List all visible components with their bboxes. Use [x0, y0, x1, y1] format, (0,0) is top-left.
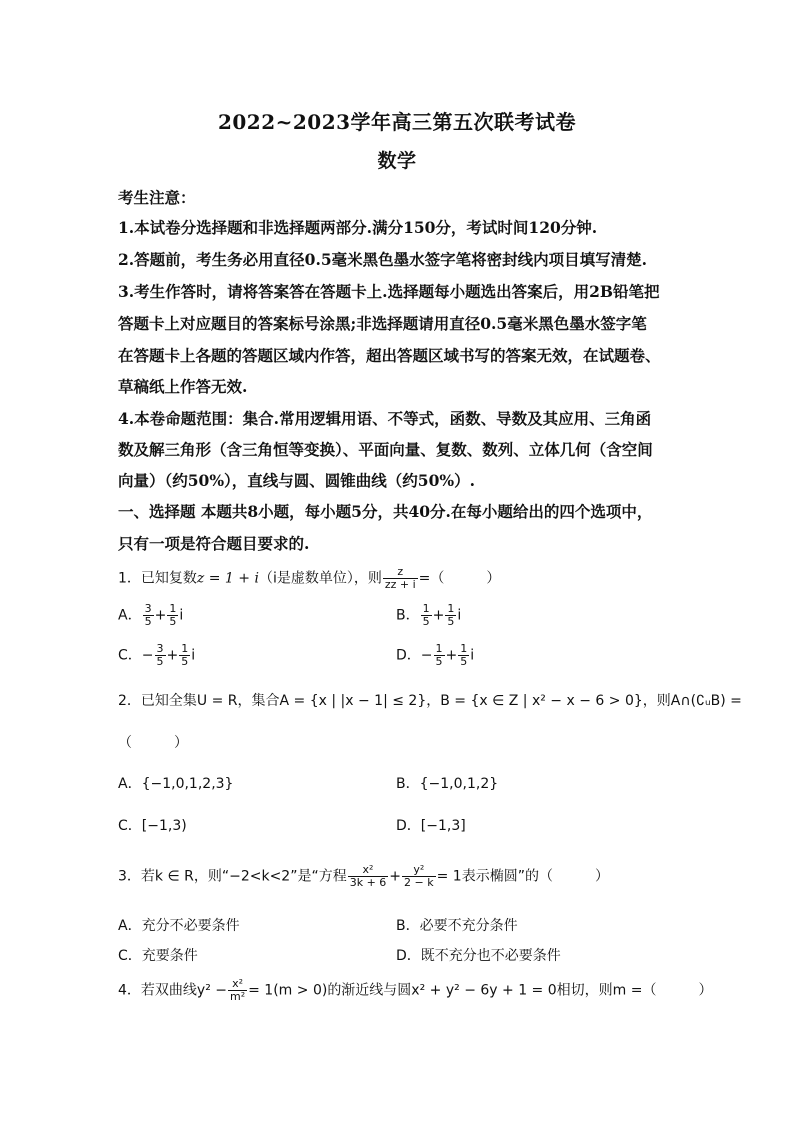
- option-fraction: [434, 643, 445, 668]
- fraction-denominator: 5: [435, 655, 443, 668]
- question-2: 2．已知全集U = R，集合A = {x | |x − 1| ≤ 2}，B = {x ∈ Z | x² − x − 6 > 0}，则A∩(∁ᵤB) =: [118, 693, 742, 709]
- option-label: B．: [396, 918, 420, 934]
- option-unit: i: [191, 647, 196, 664]
- fraction-numerator: z: [383, 566, 418, 579]
- q3-fraction: [402, 864, 436, 889]
- option-operator: +: [432, 607, 445, 624]
- option-fraction: [421, 603, 432, 628]
- option-label: A．: [118, 607, 142, 624]
- notice-line: 在答题卡上各题的答题区域内作答，超出答题区域书写的答案无效，在试题卷、: [118, 346, 661, 365]
- option-label: A．: [118, 918, 142, 934]
- q1-expr: z = 1 + i: [196, 570, 259, 587]
- fraction-numerator: 3: [156, 642, 164, 655]
- notice-line: 数及解三角形（含三角恒等变换）、平面向量、复数、数列、立体几何（含空间: [118, 440, 653, 459]
- q1-option-c[interactable]: [118, 643, 195, 668]
- q1-option-b[interactable]: [396, 603, 461, 628]
- fraction-denominator: 5: [169, 615, 177, 628]
- q3-fraction: [348, 864, 389, 889]
- option-sign: −: [141, 647, 154, 664]
- question-3: [118, 864, 609, 889]
- option-value: [−1,3): [141, 818, 187, 834]
- fraction-denominator: 5: [181, 655, 189, 668]
- option-value: 充要条件: [141, 948, 198, 964]
- option-value: {−1,0,1,2,3}: [141, 776, 234, 792]
- exam-title: 2022~2023学年高三第五次联考试卷: [217, 110, 577, 134]
- q3-option-d[interactable]: [396, 945, 561, 965]
- option-operator: +: [154, 607, 167, 624]
- fraction-denominator: 5: [156, 655, 164, 668]
- option-label: D．: [396, 647, 421, 664]
- option-operator: +: [166, 647, 179, 664]
- fraction-numerator: 3: [144, 602, 152, 615]
- option-value: {−1,0,1,2}: [419, 776, 499, 792]
- q1-option-a[interactable]: [118, 603, 183, 628]
- notice-line: 答题卡上对应题目的答案标号涂黑;非选择题请用直径0.5毫米黑色墨水签字笔: [118, 314, 647, 333]
- question-1: [118, 566, 500, 591]
- q3-option-b[interactable]: [396, 915, 518, 935]
- notice-line: 草稿纸上作答无效.: [118, 377, 248, 396]
- fraction-denominator: 5: [447, 615, 455, 628]
- fraction-denominator: 3k + 6: [349, 876, 387, 889]
- notice-heading: 考生注意：: [118, 188, 196, 207]
- q3-text: = 1表示椭圆”的（ ）: [436, 868, 609, 885]
- q1-text: =（ ）: [418, 570, 501, 587]
- option-label: A．: [118, 776, 142, 792]
- fraction-numerator: x²: [228, 978, 247, 991]
- q2-answer-blank: （ ）: [118, 735, 188, 751]
- option-unit: i: [470, 647, 475, 664]
- option-unit: i: [457, 607, 462, 624]
- fraction-numerator: 1: [169, 602, 177, 615]
- q3-option-c[interactable]: [118, 945, 198, 965]
- q4-text: = 1(m > 0)的渐近线与圆x² + y² − 6y + 1 = 0相切，则m =（ ）: [248, 982, 713, 999]
- q4-fraction: [228, 978, 247, 1003]
- option-label: D．: [396, 818, 421, 834]
- option-fraction: [445, 603, 456, 628]
- option-label: C．: [118, 647, 142, 664]
- option-label: B．: [396, 776, 420, 792]
- fraction-denominator: 5: [144, 615, 152, 628]
- option-operator: +: [445, 647, 458, 664]
- q1-fraction: [383, 566, 418, 591]
- fraction-numerator: 1: [460, 642, 468, 655]
- option-unit: i: [179, 607, 184, 624]
- q2-option-b[interactable]: [396, 773, 498, 793]
- fraction-numerator: y²: [402, 864, 436, 877]
- q3-text: 3．若k ∈ R，则“−2<k<2”是“方程: [118, 868, 347, 885]
- q2-option-c[interactable]: [118, 815, 187, 835]
- section-heading-cont: 只有一项是符合题目要求的.: [118, 534, 310, 553]
- option-label: C．: [118, 948, 142, 964]
- option-fraction: [179, 643, 190, 668]
- fraction-numerator: x²: [348, 864, 389, 877]
- option-fraction: [155, 643, 166, 668]
- option-label: B．: [396, 607, 420, 624]
- fraction-numerator: 1: [181, 642, 189, 655]
- option-fraction: [143, 603, 154, 628]
- notice-line: 4.本卷命题范围：集合.常用逻辑用语、不等式，函数、导数及其应用、三角函: [118, 409, 652, 428]
- notice-line: 向量）（约50%），直线与圆、圆锥曲线（约50%）.: [118, 471, 475, 490]
- question-4: [118, 978, 712, 1003]
- q1-text: （i是虚数单位），则: [258, 570, 382, 587]
- subject-title: 数学: [377, 150, 417, 172]
- option-fraction: [458, 643, 469, 668]
- option-fraction: [167, 603, 178, 628]
- option-value: 既不充分也不必要条件: [420, 948, 561, 964]
- fraction-denominator: 2 − k: [404, 876, 434, 889]
- fraction-denominator: zz + i: [384, 578, 416, 591]
- q1-text: 1．已知复数: [118, 570, 197, 587]
- fraction-denominator: 5: [422, 615, 430, 628]
- section-heading: 一、选择题 本题共8小题，每小题5分，共40分.在每小题给出的四个选项中，: [118, 502, 653, 521]
- notice-line: 3.考生作答时，请将答案答在答题卡上.选择题每小题选出答案后，用2B铅笔把: [118, 282, 660, 301]
- fraction-numerator: 1: [422, 602, 430, 615]
- option-label: D．: [396, 948, 421, 964]
- option-value: 充分不必要条件: [141, 918, 240, 934]
- fraction-numerator: 1: [435, 642, 443, 655]
- fraction-denominator: m²: [230, 990, 246, 1003]
- fraction-numerator: 1: [447, 602, 455, 615]
- q3-option-a[interactable]: [118, 915, 240, 935]
- option-label: C．: [118, 818, 142, 834]
- notice-line: 2.答题前，考生务必用直径0.5毫米黑色墨水签字笔将密封线内项目填写清楚.: [118, 250, 648, 269]
- option-sign: −: [420, 647, 433, 664]
- fraction-denominator: 5: [460, 655, 468, 668]
- option-value: 必要不充分条件: [419, 918, 518, 934]
- q3-operator: +: [389, 868, 402, 885]
- q4-text: 4．若双曲线y² −: [118, 982, 227, 999]
- option-value: [−1,3]: [420, 818, 466, 834]
- notice-line: 1.本试卷分选择题和非选择题两部分.满分150分，考试时间120分钟.: [118, 218, 598, 237]
- q2-option-d[interactable]: [396, 815, 466, 835]
- q1-option-d[interactable]: [396, 643, 474, 668]
- q2-option-a[interactable]: [118, 773, 233, 793]
